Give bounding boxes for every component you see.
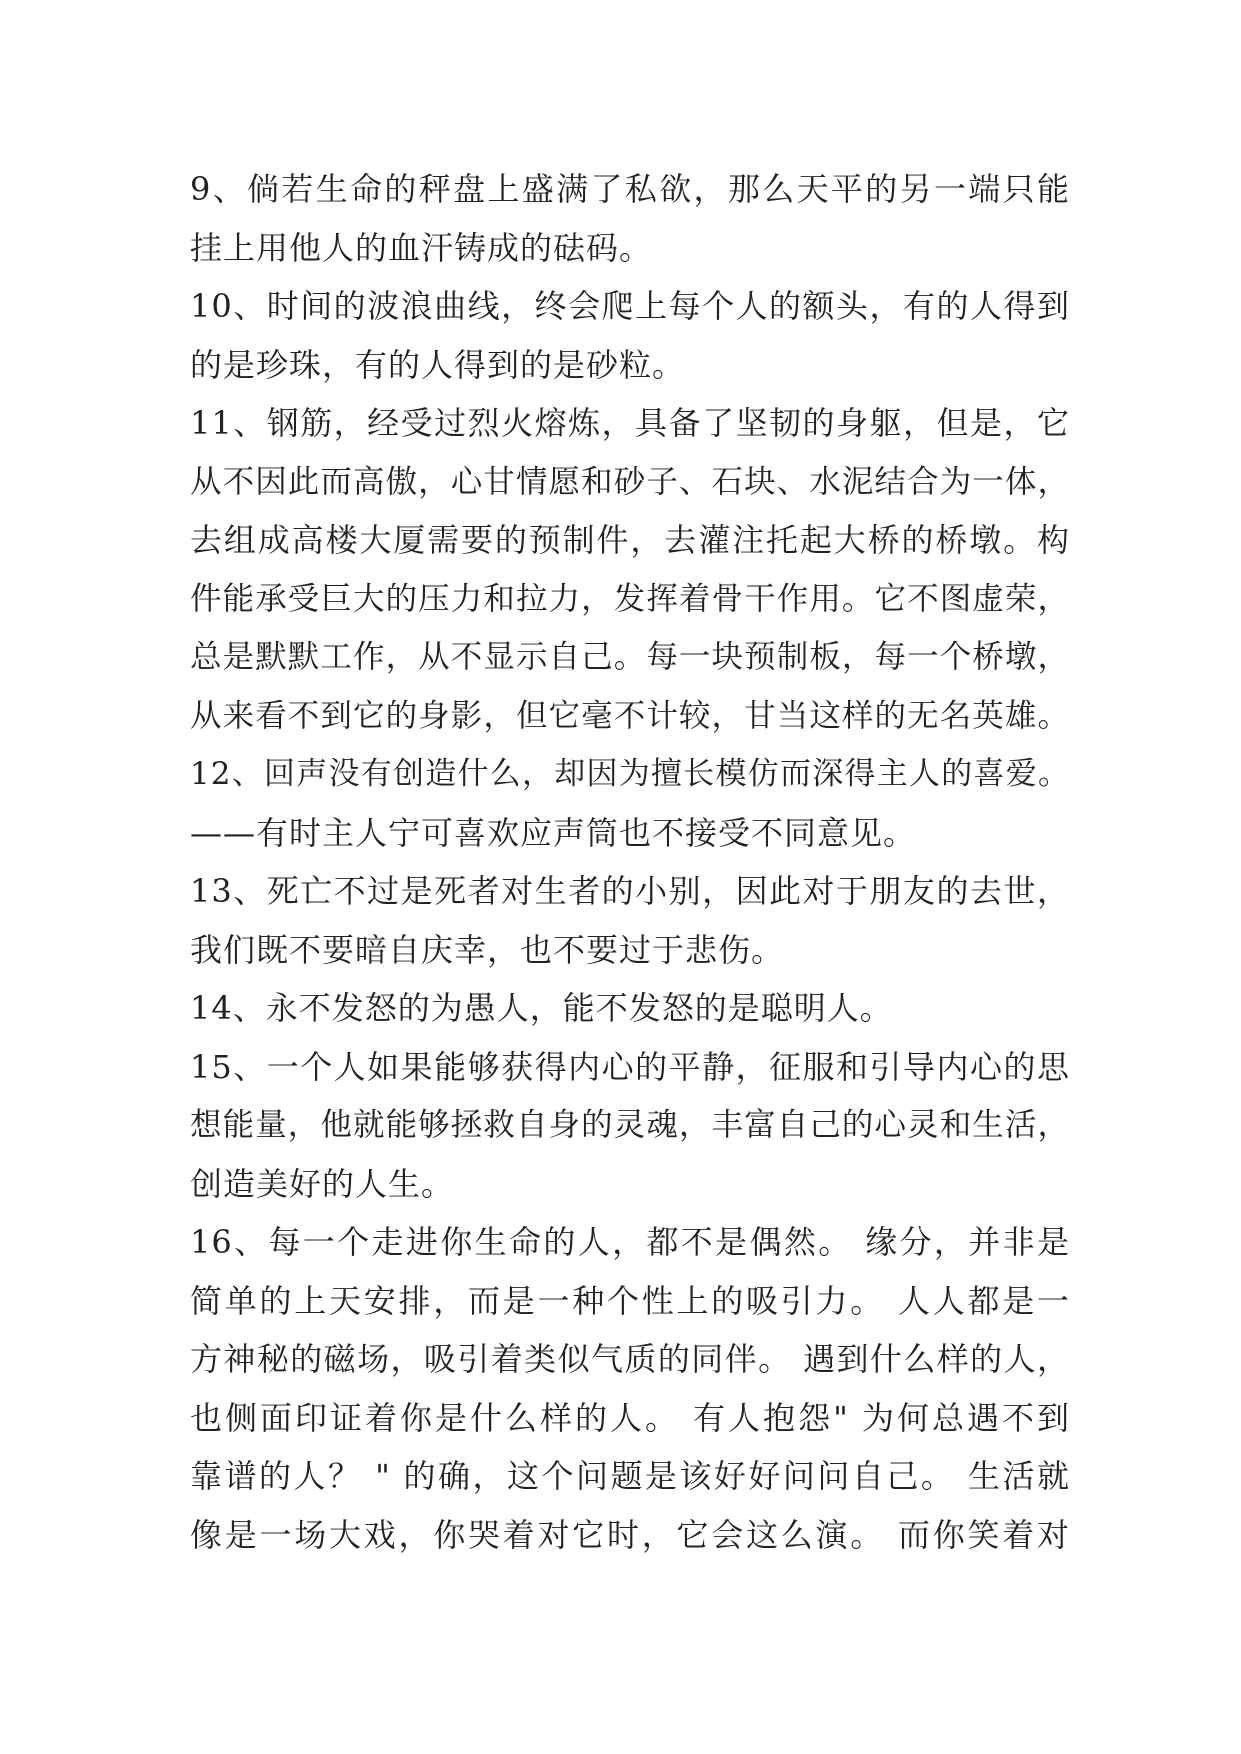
text-line: 件能承受巨大的压力和拉力，发挥着骨干作用。它不图虚荣， bbox=[190, 580, 1070, 617]
text-line: 从来看不到它的身影，但它毫不计较，甘当这样的无名英雄。 bbox=[190, 697, 1070, 734]
text-line: 像是一场大戏，你哭着对它时，它会这么演。 而你笑着对 bbox=[190, 1515, 1070, 1554]
text-line: ——有时主人宁可喜欢应声筒也不接受不同意见。 bbox=[190, 813, 917, 852]
text-line: 11、钢筋，经受过烈火熔炼，具备了坚韧的身躯，但是，它 bbox=[190, 404, 1070, 442]
text-line: 12、回声没有创造什么，却因为擅长模仿而深得主人的喜爱。 bbox=[190, 756, 1070, 792]
text-line: 我们既不要暗自庆幸，也不要过于悲伤。 bbox=[190, 930, 785, 969]
text-line: 15、一个人如果能够获得内心的平静，征服和引导内心的思 bbox=[190, 1047, 1070, 1086]
text-line: 从不因此而高傲，心甘情愿和砂子、石块、水泥结合为一体， bbox=[190, 463, 1070, 500]
text-line: 挂上用他人的血汗铸成的砝码。 bbox=[190, 228, 653, 267]
text-line: 简单的上天安排，而是一种个性上的吸引力。 人人都是一 bbox=[190, 1281, 1070, 1320]
text-line: 总是默默工作，从不显示自己。每一块预制板，每一个桥墩， bbox=[190, 639, 1070, 675]
text-line: 也侧面印证着你是什么样的人。 有人抱怨" 为何总遇不到 bbox=[190, 1398, 1070, 1437]
text-line: 16、每一个走进你生命的人，都不是偶然。 缘分，并非是 bbox=[190, 1223, 1070, 1261]
text-line: 去组成高楼大厦需要的预制件，去灌注托起大桥的桥墩。构 bbox=[190, 521, 1070, 559]
text-line: 靠谱的人？ " 的确，这个问题是该好好问问自己。 生活就 bbox=[190, 1457, 1070, 1495]
text-line: 想能量，他就能够拯救自身的灵魂，丰富自己的心灵和生活， bbox=[190, 1107, 1070, 1143]
text-line: 14、永不发怒的为愚人，能不发怒的是聪明人。 bbox=[190, 989, 893, 1027]
text-line: 9、倘若生命的秤盘上盛满了私欲，那么天平的另一端只能 bbox=[190, 170, 1070, 208]
text-line: 13、死亡不过是死者对生者的小别，因此对于朋友的去世， bbox=[190, 872, 1070, 910]
text-line: 创造美好的人生。 bbox=[190, 1164, 455, 1203]
body-text bbox=[190, 160, 1070, 1564]
text-line: 10、时间的波浪曲线，终会爬上每个人的额头，有的人得到 bbox=[190, 287, 1070, 325]
text-line: 的是珍珠，有的人得到的是砂粒。 bbox=[190, 345, 686, 384]
text-line: 方神秘的磁场，吸引着类似气质的同伴。 遇到什么样的人， bbox=[190, 1340, 1070, 1378]
